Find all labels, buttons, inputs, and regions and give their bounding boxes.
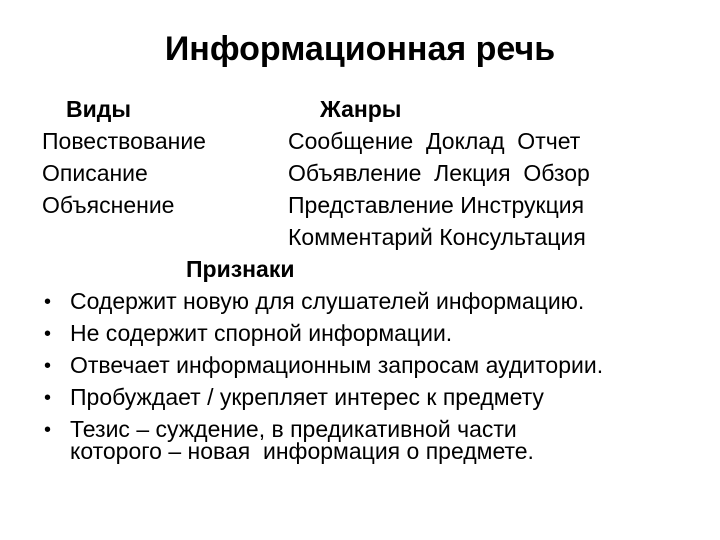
type-item: Повествование: [42, 128, 206, 154]
bullet-icon: •: [44, 323, 52, 345]
types-heading: Виды: [66, 96, 131, 122]
feature-item: Не содержит спорной информации.: [70, 320, 453, 346]
bullet-icon: •: [44, 419, 52, 441]
slide-title: Информационная речь: [164, 30, 556, 68]
type-item: Объяснение: [42, 192, 175, 218]
feature-item: Содержит новую для слушателей информацию.: [70, 288, 585, 314]
genre-line: Сообщение Доклад Отчет: [288, 128, 581, 154]
genre-line: Представление Инструкция: [288, 192, 585, 218]
feature-item: Отвечает информационным запросам аудитории.: [70, 352, 604, 378]
genres-heading: Жанры: [320, 96, 402, 122]
bullet-icon: •: [44, 387, 52, 409]
feature-item: Тезис – суждение, в предикативной части: [70, 416, 517, 442]
type-item: Описание: [42, 160, 148, 186]
genre-line: Объявление Лекция Обзор: [288, 160, 590, 186]
bullet-icon: •: [44, 291, 52, 313]
genre-line: Комментарий Консультация: [288, 224, 586, 250]
bullet-icon: •: [44, 355, 52, 377]
feature-item-continuation: которого – новая информация о предмете.: [70, 438, 534, 464]
feature-item: Пробуждает / укрепляет интерес к предмету: [70, 384, 544, 410]
features-heading: Признаки: [186, 256, 295, 282]
